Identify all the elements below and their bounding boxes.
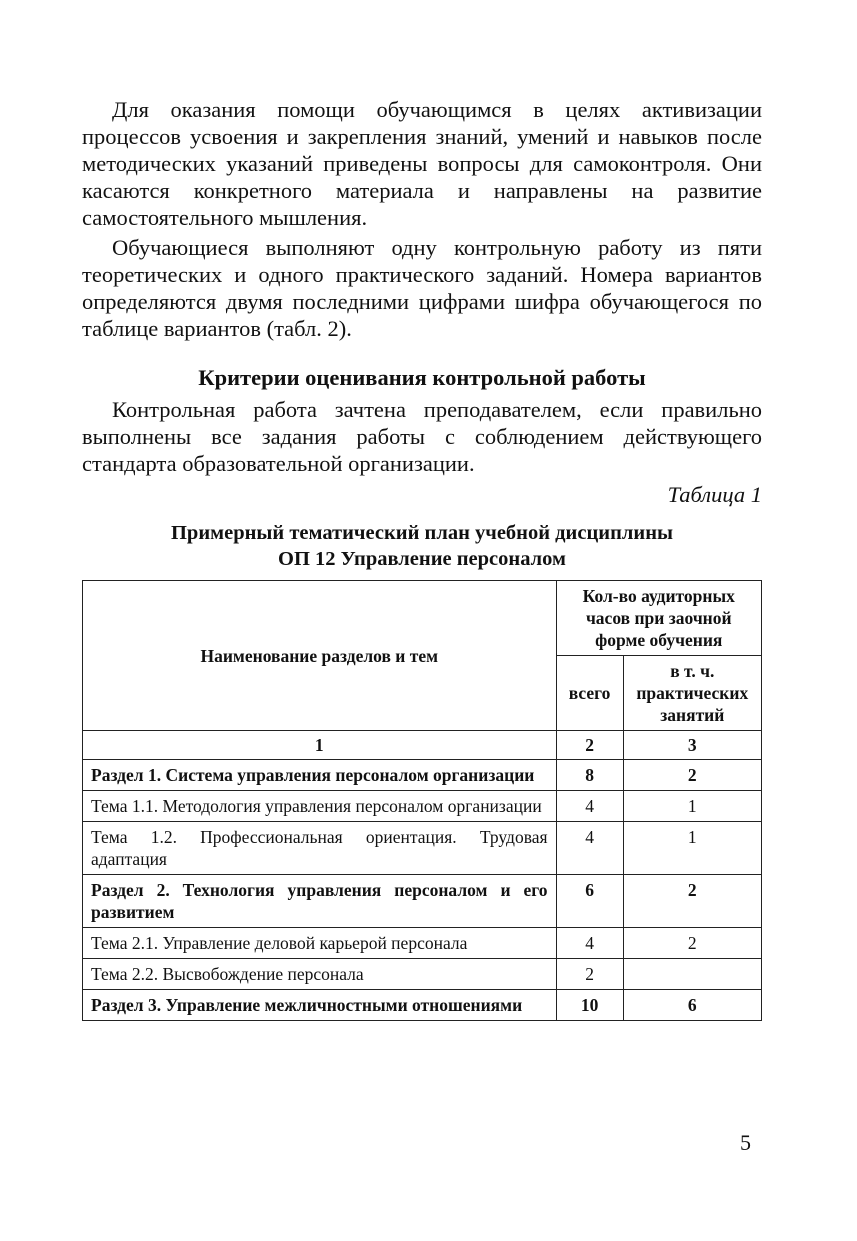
header-name: Наименование разделов и тем bbox=[83, 581, 557, 731]
header-total: всего bbox=[556, 656, 623, 731]
row-total: 8 bbox=[556, 760, 623, 791]
table-title bbox=[82, 520, 762, 572]
row-name: Раздел 3. Управление межличностными отношениями bbox=[83, 990, 557, 1021]
row-practical: 2 bbox=[623, 760, 761, 791]
table-title-line2: ОП 12 Управление персоналом bbox=[278, 548, 566, 570]
table-row bbox=[83, 875, 762, 928]
table-label: Таблица 1 bbox=[667, 482, 762, 507]
row-total: 4 bbox=[556, 822, 623, 875]
row-practical: 2 bbox=[623, 928, 761, 959]
row-practical: 6 bbox=[623, 990, 761, 1021]
table-row bbox=[83, 959, 762, 990]
criteria-heading: Критерии оценивания контрольной работы bbox=[198, 365, 646, 390]
header-hours: Кол-во аудиторных часов при заочной форме обучения bbox=[556, 581, 761, 656]
table-row bbox=[83, 791, 762, 822]
thematic-plan-table bbox=[82, 580, 762, 1021]
row-name: Тема 1.1. Методология управления персоналом организации bbox=[83, 791, 557, 822]
row-name: Раздел 2. Технология управления персоналом и его развитием bbox=[83, 875, 557, 928]
row-practical: 2 bbox=[623, 875, 761, 928]
table-header-row bbox=[83, 581, 762, 656]
row-practical: 1 bbox=[623, 822, 761, 875]
table-row bbox=[83, 760, 762, 791]
row-practical: 1 bbox=[623, 791, 761, 822]
table-row bbox=[83, 990, 762, 1021]
column-numbers-row bbox=[83, 731, 762, 760]
row-total: 6 bbox=[556, 875, 623, 928]
row-total: 4 bbox=[556, 791, 623, 822]
column-number: 1 bbox=[83, 731, 557, 760]
paragraph-self-control: Для оказания помощи обучающимся в целях активизации процессов усвоения и закрепления знаний, умений и навыков после методических указаний приведены вопросы для самоконтроля. Они касаются конкретного материала и направлены на развитие самостоятельного мышления. bbox=[82, 97, 762, 230]
row-name: Тема 2.2. Высвобождение персонала bbox=[83, 959, 557, 990]
row-name: Тема 2.1. Управление деловой карьерой персонала bbox=[83, 928, 557, 959]
column-number: 3 bbox=[623, 731, 761, 760]
criteria-text: Контрольная работа зачтена преподавателем, если правильно выполнены все задания работы с соблюдением действующего стандарта образовательной организации. bbox=[82, 397, 762, 476]
row-total: 10 bbox=[556, 990, 623, 1021]
page-content bbox=[82, 96, 762, 1021]
row-total: 2 bbox=[556, 959, 623, 990]
row-name: Раздел 1. Система управления персоналом организации bbox=[83, 760, 557, 791]
column-number: 2 bbox=[556, 731, 623, 760]
paragraph-assignment: Обучающиеся выполняют одну контрольную работу из пяти теоретических и одного практического заданий. Номера вариантов определяются двумя последними цифрами шифра обучающегося по таблице вариантов (табл. 2). bbox=[82, 235, 762, 341]
header-practical: в т. ч. практических занятий bbox=[623, 656, 761, 731]
row-practical bbox=[623, 959, 761, 990]
row-total: 4 bbox=[556, 928, 623, 959]
table-row bbox=[83, 822, 762, 875]
table-title-line1: Примерный тематический план учебной дисциплины bbox=[170, 522, 674, 544]
page-number: 5 bbox=[740, 1130, 751, 1155]
row-name: Тема 1.2. Профессиональная ориентация. Трудовая адаптация bbox=[83, 822, 557, 875]
table-row bbox=[83, 928, 762, 959]
